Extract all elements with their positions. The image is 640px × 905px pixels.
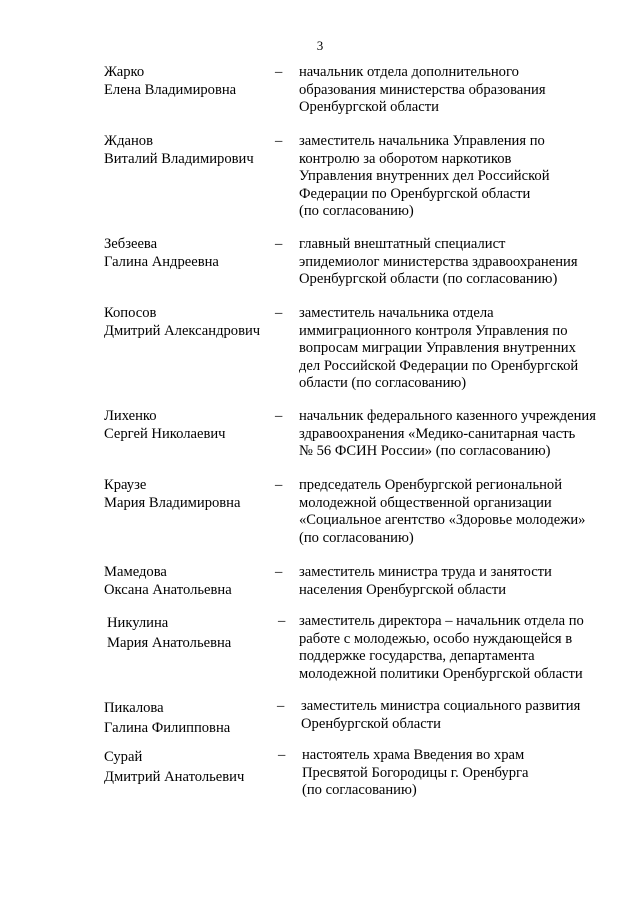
role-line: Оренбургской области — [301, 715, 441, 732]
member-role — [299, 236, 599, 289]
role-line: Управления внутренних дел Российской — [299, 168, 550, 185]
role-line: поддержке государства, департамента — [299, 648, 535, 665]
member-role — [299, 305, 599, 393]
dash-separator: – — [275, 564, 283, 580]
member-surname: Зебзеева — [104, 236, 158, 252]
role-line: эпидемиолог министерства здравоохранения — [299, 253, 578, 270]
member-given-names: Мария Анатольевна — [107, 635, 232, 651]
role-line: председатель Оренбургской региональной — [299, 477, 563, 493]
member-surname: Лихенко — [104, 408, 157, 424]
member-name — [104, 133, 279, 168]
member-given-names: Мария Владимировна — [104, 494, 241, 511]
member-name — [104, 564, 279, 599]
member-role — [299, 133, 599, 221]
role-line: заместитель министра труда и занятости — [299, 564, 552, 580]
member-name — [104, 477, 279, 512]
role-line: работе с молодежью, особо нуждающейся в — [299, 630, 573, 647]
role-line: (по согласованию) — [299, 529, 414, 546]
member-name — [104, 408, 279, 443]
member-name — [104, 236, 279, 271]
member-surname: Жарко — [104, 64, 145, 80]
role-line: настоятель храма Введения во храм — [302, 747, 525, 763]
role-line: (по согласованию) — [299, 203, 414, 220]
role-line: (по согласованию) — [302, 782, 417, 799]
member-role — [299, 477, 599, 547]
member-given-names: Галина Филипповна — [104, 720, 231, 736]
role-line: молодежной общественной организации — [299, 494, 552, 511]
member-name — [104, 305, 279, 340]
dash-separator: – — [275, 408, 283, 424]
role-line: № 56 ФСИН России» (по согласованию) — [299, 443, 551, 460]
member-given-names: Елена Владимировна — [104, 81, 237, 98]
member-name — [104, 747, 279, 787]
role-line: «Социальное агентство «Здоровье молодежи» — [299, 512, 586, 529]
member-given-names: Дмитрий Анатольевич — [104, 769, 245, 785]
member-surname: Никулина — [107, 615, 169, 631]
member-surname: Жданов — [104, 133, 153, 149]
role-line: области (по согласованию) — [299, 375, 467, 392]
member-role — [299, 408, 599, 461]
member-surname: Копосов — [104, 305, 157, 321]
dash-separator: – — [275, 64, 283, 80]
member-role — [299, 64, 599, 117]
role-line: молодежной политики Оренбургской области — [299, 665, 583, 682]
role-line: заместитель начальника Управления по — [299, 133, 545, 149]
member-role — [299, 564, 599, 599]
role-line: образования министерства образования — [299, 81, 546, 98]
member-name — [107, 613, 282, 653]
role-line: здравоохранения «Медико-санитарная часть — [299, 425, 576, 442]
member-given-names: Галина Андреевна — [104, 253, 219, 270]
role-line: начальник федерального казенного учреждения — [299, 408, 596, 424]
role-line: заместитель директора – начальник отдела по — [299, 613, 584, 629]
dash-separator: – — [275, 305, 283, 321]
dash-separator: – — [275, 236, 283, 252]
role-line: населения Оренбургской области — [299, 581, 507, 598]
member-surname: Мамедова — [104, 564, 167, 580]
member-name — [104, 64, 279, 99]
dash-separator: – — [275, 477, 283, 493]
dash-separator: – — [278, 747, 286, 763]
role-line: заместитель министра социального развития — [301, 698, 581, 714]
member-given-names: Оксана Анатольевна — [104, 581, 232, 598]
dash-separator: – — [278, 613, 286, 629]
role-line: Федерации по Оренбургской области — [299, 185, 531, 202]
role-line: Оренбургской области — [299, 99, 439, 116]
member-name — [104, 698, 279, 738]
member-surname: Краузе — [104, 477, 147, 493]
page-number: 3 — [316, 38, 324, 53]
member-given-names: Дмитрий Александрович — [104, 322, 261, 339]
role-line: главный внештатный специалист — [299, 236, 506, 252]
dash-separator: – — [275, 133, 283, 149]
role-line: заместитель начальника отдела — [299, 305, 494, 321]
role-line: иммиграционного контроля Управления по — [299, 322, 568, 339]
member-surname: Сурай — [104, 749, 143, 765]
role-line: вопросам миграции Управления внутренних — [299, 340, 576, 357]
member-given-names: Сергей Николаевич — [104, 425, 226, 442]
role-line: начальник отдела дополнительного — [299, 64, 519, 80]
role-line: дел Российской Федерации по Оренбургской — [299, 357, 579, 374]
member-surname: Пикалова — [104, 700, 164, 716]
role-line: контролю за оборотом наркотиков — [299, 150, 512, 167]
member-role — [299, 613, 599, 683]
role-line: Оренбургской области (по согласованию) — [299, 271, 558, 288]
member-role — [302, 747, 602, 800]
dash-separator: – — [277, 698, 285, 714]
role-line: Пресвятой Богородицы г. Оренбурга — [302, 764, 529, 781]
member-given-names: Виталий Владимирович — [104, 150, 254, 167]
member-role — [301, 698, 601, 733]
